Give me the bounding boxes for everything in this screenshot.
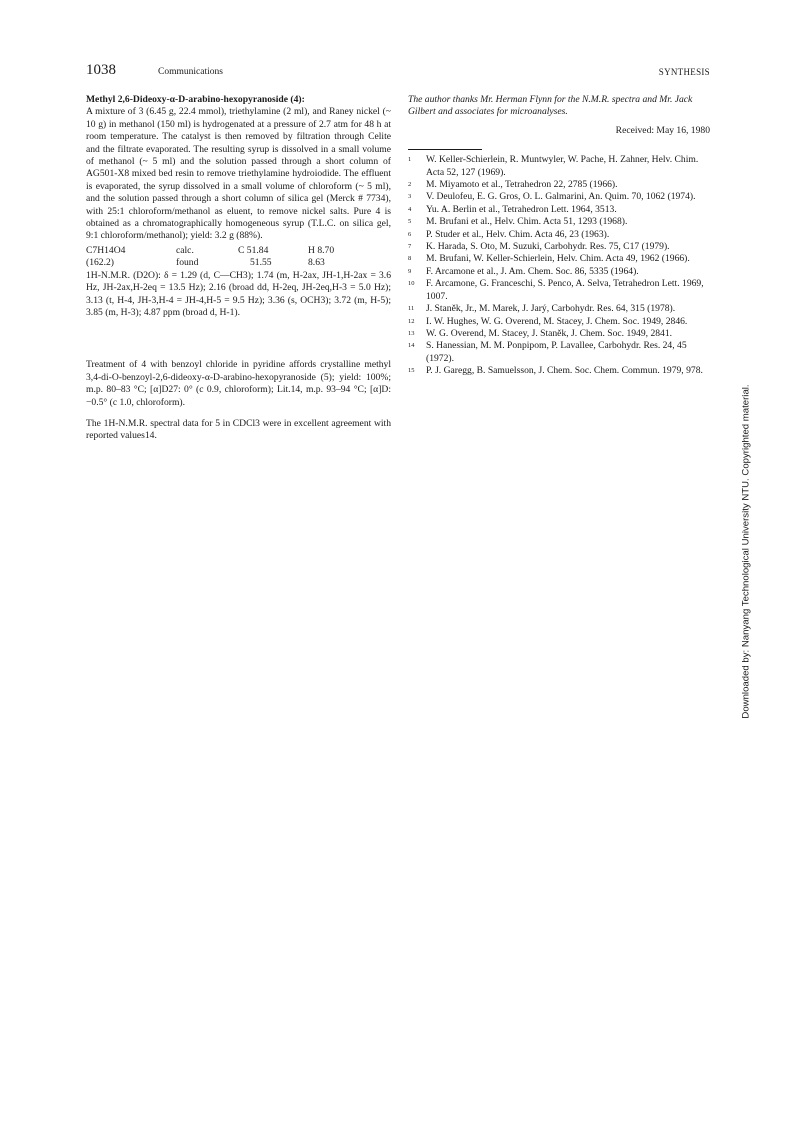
analysis-formula: C7H14O4 — [86, 244, 126, 256]
received-date: Received: May 16, 1980 — [615, 124, 710, 136]
nmr5-paragraph: The 1H-N.M.R. spectral data for 5 in CDCl3 were in excellent agreement with reported values14. — [86, 417, 391, 442]
reference-list — [408, 154, 710, 377]
analysis-mw: (162.2) — [86, 257, 114, 269]
reference-item: 3 V. Deulofeu, E. G. Gros, O. L. Galmarini, An. Quim. 70, 1062 (1974). — [408, 191, 696, 203]
page-header — [86, 62, 710, 82]
analysis-calc-h: H 8.70 — [308, 244, 335, 256]
reference-item: 2 M. Miyamoto et al., Tetrahedron 22, 2785 (1966). — [408, 179, 618, 191]
reference-divider — [408, 149, 482, 150]
treatment-paragraph: Treatment of 4 with benzoyl chloride in pyridine affords crystalline methyl 3,4-di-O-benzoyl-2,6-dideoxy-α-D-arabino-hexopyranoside (5); yield: 100%; m.p. 80–83 °C; [α]D27: 0° (c 0.9, chloroform); Lit.14, m.p. 93–94 °C; [α]D: −0.5° (c 1.0, chloroform). — [86, 359, 391, 408]
reference-item: 5 M. Brufani et al., Helv. Chim. Acta 51, 1293 (1968). — [408, 216, 628, 228]
analysis-calc-label: calc. — [176, 244, 194, 256]
left-column — [86, 94, 391, 443]
elemental-analysis — [86, 245, 391, 270]
analysis-found-label: found — [176, 257, 199, 269]
reference-item: 7 K. Harada, S. Oto, M. Suzuki, Carbohydr. Res. 75, C17 (1979). — [408, 241, 670, 253]
reference-item: 6 P. Studer et al., Helv. Chim. Acta 46, 23 (1963). — [408, 228, 610, 240]
compound-title: Methyl 2,6-Dideoxy-α-D-arabino-hexopyranoside (4): — [86, 94, 305, 105]
journal-name: SYNTHESIS — [658, 67, 710, 77]
reference-item: 4 Yu. A. Berlin et al., Tetrahedron Lett. 1964, 3513. — [408, 203, 617, 215]
page-number: 1038 — [86, 62, 116, 78]
download-watermark — [740, 352, 752, 752]
analysis-found-h: 8.63 — [308, 257, 325, 269]
reference-item: 15 P. J. Garegg, B. Samuelsson, J. Chem. Soc. Chem. Commun. 1979, 978. — [408, 365, 703, 377]
reference-item: 12 I. W. Hughes, W. G. Overend, M. Stacey, J. Chem. Soc. 1949, 2846. — [408, 315, 688, 327]
reference-item: 11 J. Staněk, Jr., M. Marek, J. Jarý, Carbohydr. Res. 64, 315 (1978). — [408, 303, 676, 315]
reference-item: 10 F. Arcamone, G. Franceschi, S. Penco, A. Selva, Tetrahedron Lett. 1969, 1007. — [408, 278, 704, 302]
watermark-text: Downloaded by: Nanyang Technological University NTU. Copyrighted material. — [740, 384, 752, 719]
nmr-paragraph: 1H-N.M.R. (D2O): δ = 1.29 (d, C—CH3); 1.74 (m, H-2ax, JH-1,H-2ax = 3.6 Hz, JH-2ax,H-2eq = 13.5 Hz); 2.16 (broad dd, H-2eq, JH-2eq,H-3 = 5.0 Hz); 3.13 (t, H-4, JH-3,H-4 = JH-4,H-5 = 9.5 Hz); 3.36 (s, OCH3); 3.72 (m, H-5); 3.85 (m, H-3); 4.87 ppm (broad d, H-1). — [86, 269, 391, 318]
reference-item: 14 S. Hanessian, M. M. Ponpipom, P. Lavallee, Carbohydr. Res. 24, 45 (1972). — [408, 340, 687, 364]
reference-item: 8 M. Brufani, W. Keller-Schierlein, Helv. Chim. Acta 49, 1962 (1966). — [408, 253, 690, 265]
procedure-paragraph: A mixture of 3 (6.45 g, 22.4 mmol), triethylamine (2 ml), and Raney nickel (~ 10 g) in methanol (150 ml) is hydrogenated at a pressure of 2.7 atm for 48 h at room temperature. The catalyst is then removed by filtration through Celite and the filtrate evaporated. The resulting syrup is dissolved in a small volume of methanol (~ 5 ml) and the solution passed through a short column of AG501-X8 mixed bed resin to remove triethylamine hydroiodide. The effluent is evaporated, the syrup dissolved in a small volume of chloroform (~ 5 ml), and the solution passed through a short column of silica gel (Merck # 7734), with 25:1 chloroform/methanol as eluent, to remove nickel salts. Pure 4 is obtained as a chromatographically homogeneous syrup (T.L.C. on silica gel, 9:1 chloroform/methanol); yield: 3.2 g (88%). — [86, 106, 391, 242]
reference-item: 9 F. Arcamone et al., J. Am. Chem. Soc. 86, 5335 (1964). — [408, 265, 639, 277]
section-label: Communications — [158, 67, 223, 77]
analysis-found-c: 51.55 — [250, 257, 272, 269]
right-column — [408, 94, 710, 378]
reference-item: 1 W. Keller-Schierlein, R. Muntwyler, W. Pache, H. Zahner, Helv. Chim. Acta 52, 127 (1969). — [408, 154, 699, 178]
analysis-calc-c: C 51.84 — [238, 244, 269, 256]
acknowledgement: The author thanks Mr. Herman Flynn for the N.M.R. spectra and Mr. Jack Gilbert and associates for microanalyses. — [408, 94, 693, 118]
reference-item: 13 W. G. Overend, M. Stacey, J. Staněk, J. Chem. Soc. 1949, 2841. — [408, 327, 673, 339]
